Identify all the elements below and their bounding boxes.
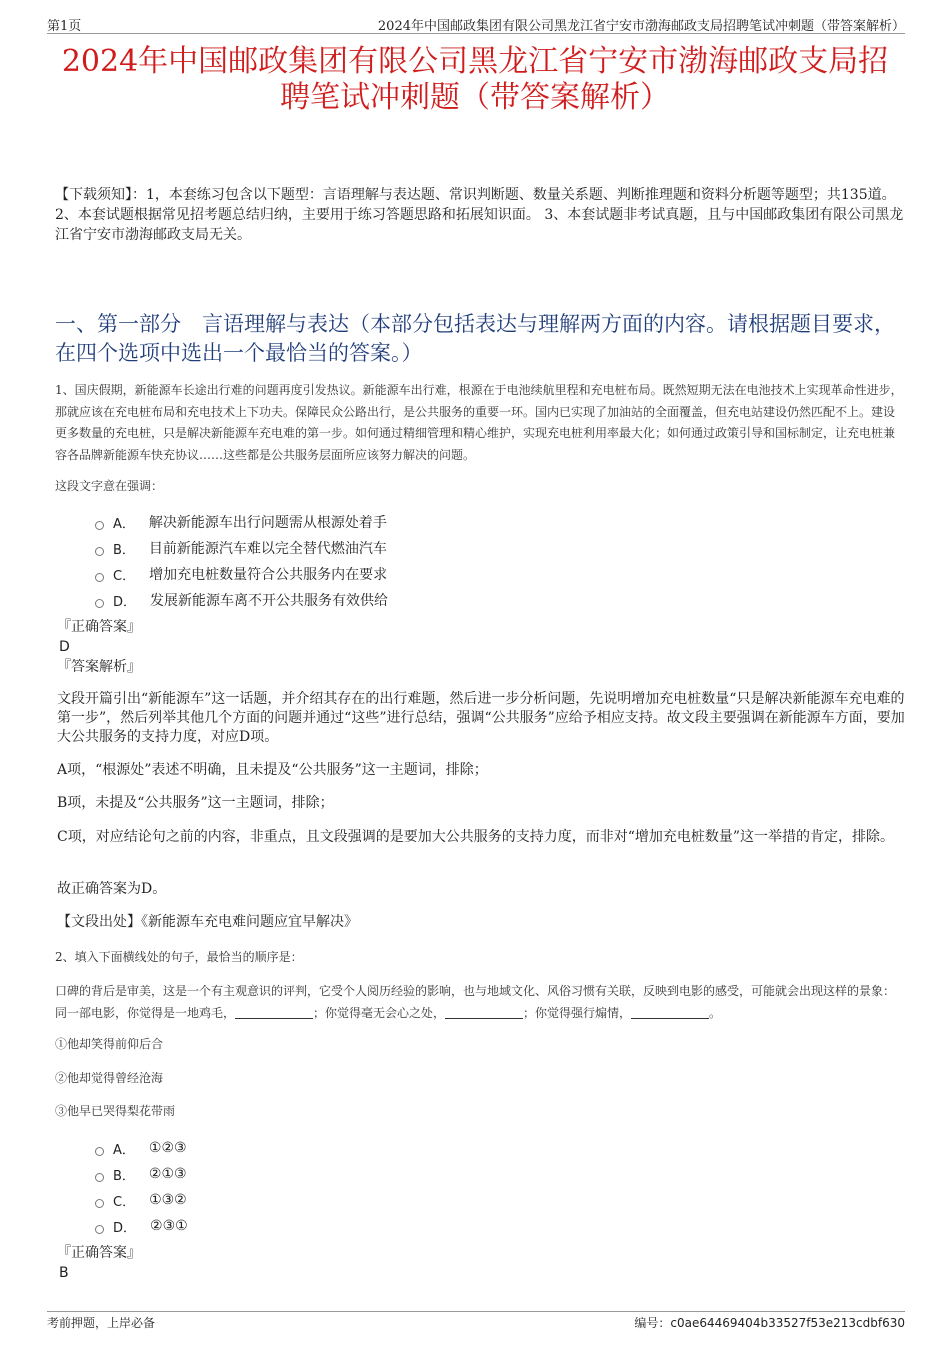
q1-analysis-3: B项，未提及“公共服务”这一主题词，排除； [57,795,334,811]
title-line-1: 2024年中国邮政集团有限公司黑龙江省宁安市渤海邮政支局招 [61,44,889,79]
blank-line [631,1008,709,1019]
radio-icon[interactable] [95,1225,104,1234]
q1-option-b[interactable]: B． 目前新能源汽车难以完全替代燃油汽车 [95,535,388,561]
answer-label: 『正确答案』 [57,1245,141,1261]
blank-line [235,1008,313,1019]
title-line-2: 聘笔试冲刺题（带答案解析） [280,80,670,115]
q2-option-c[interactable]: C． ①③② [95,1187,188,1213]
blank-line [445,1008,523,1019]
q2-options [95,1135,188,1239]
q1-option-c[interactable]: C． 增加充电桩数量符合公共服务内在要求 [95,561,388,587]
download-notice: 【下载须知】：1，本套练习包含以下题型：言语理解与表达题、常识判断题、数量关系题、判断推理题和资料分析题等题型；共135道。 2、本套试题根据常见招考题总结归纳，主要用于练习答题思路和拓展知识面。 3、本套试题非考试真题，且与中国邮政集团有限公司黑龙江省宁安市渤海邮政支局无关。 [55,187,904,243]
q2-passage: 口碑的背后是审美，这是一个有主观意识的评判，它受个人阅历经验的影响，也与地域文化、风俗习惯有关联，反映到电影的感受，可能就会出现这样的景象：同一部电影，你觉得是一地鸡毛， ；你觉得毫无会心之处， ；你觉得强行煽情， 。 [55,984,896,1020]
footer-slogan: 考前押题，上岸必备 [47,1316,156,1330]
q2-stem: 2、填入下面横线处的句子，最恰当的顺序是： [55,950,303,964]
code-value: c0ae64469404b33527f53e213cdbf630 [670,1316,905,1330]
radio-icon[interactable] [95,521,104,530]
radio-icon[interactable] [95,1173,104,1182]
q1-analysis-4: C项，对应结论句之前的内容，非重点，且文段强调的是要加大公共服务的支持力度，而非对“增加充电桩数量”这一举措的肯定，排除。 [57,829,895,845]
q1-answer-block [57,617,141,677]
answer-value: B [59,1265,69,1281]
q2-item-3: ③他早已哭得梨花带雨 [55,1104,176,1118]
radio-icon[interactable] [95,547,104,556]
radio-icon[interactable] [95,599,104,608]
answer-value: D [59,639,70,655]
radio-icon[interactable] [95,573,104,582]
q1-source: 【文段出处】《新能源车充电难问题应宜早解决》 [57,914,358,930]
page-number: 第1页 [47,19,82,34]
q1-option-a[interactable]: A． 解决新能源车出行问题需从根源处着手 [95,509,388,535]
q2-answer-block [57,1243,141,1283]
q2-option-a[interactable]: A． ①②③ [95,1135,188,1161]
answer-label: 『正确答案』 [57,619,141,635]
document-title [40,44,910,116]
header-divider [47,33,905,34]
analysis-label: 『答案解析』 [57,659,141,675]
section-heading: 一、第一部分 言语理解与表达（本部分包括表达与理解两方面的内容。请根据题目要求，在四个选项中选出一个最恰当的答案。） [55,312,895,365]
q2-option-b[interactable]: B． ②①③ [95,1161,188,1187]
q1-stem: 1、国庆假期，新能源车长途出行难的问题再度引发热议。新能源车出行难，根源在于电池续航里程和充电桩布局。既然短期无法在电池技术上实现革命性进步，那就应该在充电桩布局和充电技术上下功夫。保障民众公路出行，是公共服务的重要一环。国内已实现了加油站的全面覆盖，但充电站建设仍然匹配不上。建设更多数量的充电桩，只是解决新能源车充电难的第一步。如何通过精细管理和精心维护，实现充电桩利用率最大化；如何通过政策引导和国标制定，让充电桩兼容各品牌新能源车快充协议……这些都是公共服务层面所应该努力解决的问题。 [55,383,903,462]
q2-item-1: ①他却笑得前仰后合 [55,1037,164,1051]
q1-analysis-2: A项，“根源处”表述不明确，且未提及“公共服务”这一主题词，排除； [57,762,488,778]
q1-options [95,509,388,613]
radio-icon[interactable] [95,1199,104,1208]
q2-option-d[interactable]: D． ②③① [95,1213,188,1239]
q1-analysis-1: 文段开篇引出“新能源车”这一话题，并介绍其存在的出行难题，然后进一步分析问题，先说明增加充电桩数量“只是解决新能源车充电难的第一步”，然后列举其他几个方面的问题并通过“这些”进行总结，强调“公共服务”应给予相应支持。故文段主要强调在新能源车方面，要加大公共服务的支持力度，对应D项。 [57,691,905,745]
radio-icon[interactable] [95,1147,104,1156]
q1-option-d[interactable]: D． 发展新能源车离不开公共服务有效供给 [95,587,388,613]
footer-divider [47,1311,905,1312]
header-doc-title: 2024年中国邮政集团有限公司黑龙江省宁安市渤海邮政支局招聘笔试冲刺题（带答案解析） [377,19,905,34]
code-label: 编号： [634,1316,671,1330]
q2-item-2: ②他却觉得曾经沧海 [55,1071,164,1085]
footer-code [634,1314,905,1331]
q1-question: 这段文字意在强调： [55,479,164,493]
q1-analysis-5: 故正确答案为D。 [57,881,167,897]
